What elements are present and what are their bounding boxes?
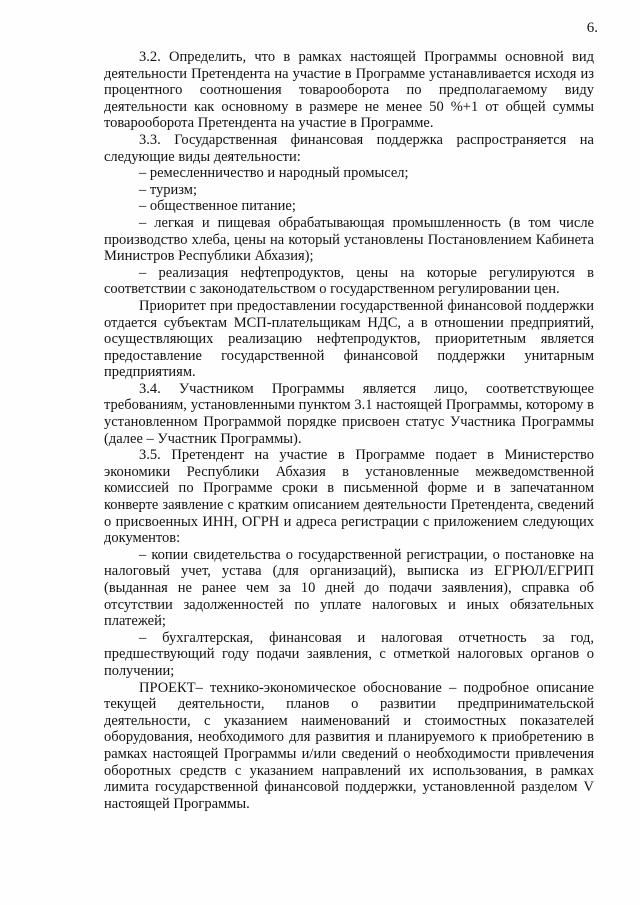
- paragraph-priority: Приоритет при предоставлении государственной финансовой поддержки отдается субъектам МСП-плательщикам НДС, а в отношении предприятий, осуществляющих реализацию нефтепродуктов, приоритетным является предоставление государственной финансовой поддержки унитарным предприятиям.: [104, 297, 594, 381]
- paragraph-3-3: 3.3. Государственная финансовая поддержка распространяется на следующие виды деятельности:: [104, 131, 594, 165]
- list-item-fuel: – реализация нефтепродуктов, цены на которые регулируются в соответствии с законодательством о государственном регулировании цен.: [104, 264, 594, 298]
- list-item-tourism: – туризм;: [139, 181, 198, 198]
- paragraph-3-4: 3.4. Участником Программы является лицо, соответствующее требованиям, установленными пунктом 3.1 настоящей Программы, которому в установленном Программой порядке присвоен статус Участника Программы (далее – Участник Программы).: [104, 380, 594, 447]
- document-body: [104, 49, 594, 812]
- list-item-crafts: – ремесленничество и народный промысел;: [139, 165, 409, 182]
- page-number: 6.: [586, 20, 598, 36]
- list-item-certificates: – копии свидетельства о государственной регистрации, о постановке на налоговый учет, устава (для организаций), выписка из ЕГРЮЛ/ЕГРИП (выданная не ранее чем за 10 дней до подачи заявления), справка об отсутствии задолженностей по уплате налоговых и иных обязательных платежей;: [104, 546, 594, 630]
- list-item-industry: – легкая и пищевая обрабатывающая промышленность (в том числе производство хлеба, цены на который установлены Постановлением Кабинета Министров Республики Абхазия);: [104, 214, 594, 265]
- list-item-reports: – бухгалтерская, финансовая и налоговая отчетность за год, предшествующий году подачи заявления, с отметкой налоговых органов о получении;: [104, 629, 594, 679]
- paragraph-3-2: 3.2. Определить, что в рамках настоящей Программы основной вид деятельности Претендента на участие в Программе устанавливается исходя из процентного соотношения товарооборота по предполагаемому виду деятельности как основному в размере не менее 50 %+1 от общей суммы товарооборота Претендента на участие в Программе.: [104, 49, 594, 132]
- paragraph-3-5: 3.5. Претендент на участие в Программе подает в Министерство экономики Республики Абхазия в установленные межведомственной комиссией по Программе сроки в письменной форме и в запечатанном конверте заявление с кратким описанием деятельности Претендента, сведений о присвоенных ИНН, ОГРН и адреса регистрации с приложением следующих документов:: [104, 447, 594, 547]
- list-item-catering: – общественное питание;: [139, 198, 296, 215]
- list-item-project: ПРОЕКТ– технико-экономическое обоснование – подробное описание текущей деятельности, планов о развитии предпринимательской деятельности, с указанием наименований и стоимостных показателей оборудования, необходимого для развития и планируемого к приобретению в рамках настоящей Программы и/или сведений о необходимости привлечения оборотных средств с указанием направлений их использования, в рамках лимита государственной финансовой поддержки, установленной разделом V настоящей Программы.: [104, 679, 594, 812]
